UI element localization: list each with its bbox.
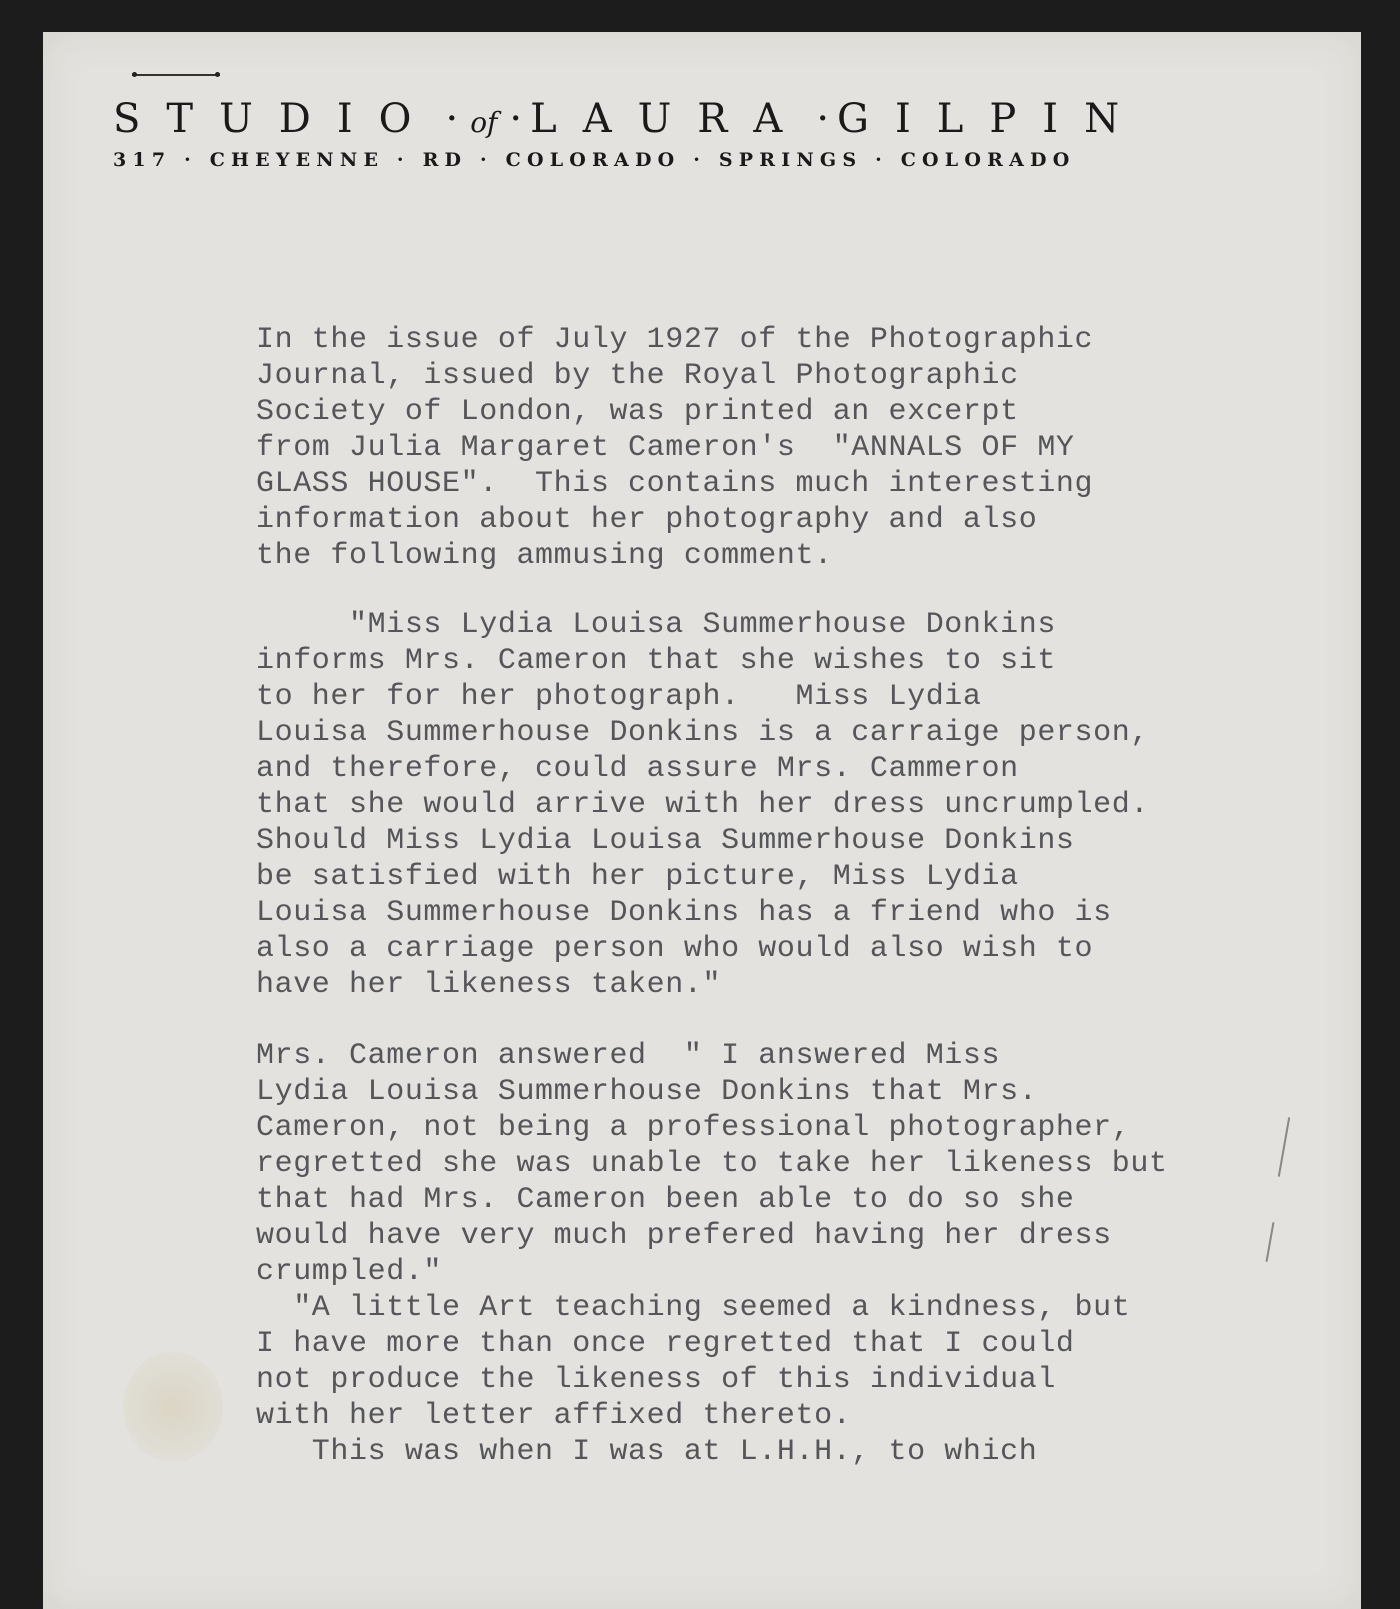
paragraph-3-answer xyxy=(256,1038,1336,1470)
paragraph-1 xyxy=(256,322,1336,574)
text-line: be satisfied with her picture, Miss Lydia xyxy=(256,860,1019,894)
text-line: Lydia Louisa Summerhouse Donkins that Mrs. xyxy=(256,1075,1038,1109)
letter-body xyxy=(256,322,1336,1470)
text-line: Mrs. Cameron answered " I answered Miss xyxy=(256,1039,1001,1073)
letterhead-studio-name: STUDIO · of · LAURA · GILPIN xyxy=(113,96,1146,142)
text-line: Louisa Summerhouse Donkins has a friend who is xyxy=(256,896,1112,930)
text-line: the following ammusing comment. xyxy=(256,539,833,573)
text-line: Cameron, not being a professional photographer, xyxy=(256,1111,1131,1145)
text-line: with her letter affixed thereto. xyxy=(256,1399,852,1433)
paragraph-2-quote xyxy=(256,607,1336,1003)
text-line: I have more than once regretted that I could xyxy=(256,1327,1075,1361)
text-line: information about her photography and also xyxy=(256,503,1038,537)
text-line: This was when I was at L.H.H., to which xyxy=(256,1435,1038,1469)
letterhead-laura: LAURA xyxy=(530,96,809,142)
text-line: regretted she was unable to take her likeness but xyxy=(256,1147,1168,1181)
letter-page xyxy=(43,32,1361,1609)
text-line: have her likeness taken." xyxy=(256,968,722,1002)
text-line: and therefore, could assure Mrs. Cammeron xyxy=(256,752,1019,786)
letterhead-studio: STUDIO xyxy=(113,96,438,142)
text-line: Journal, issued by the Royal Photographic xyxy=(256,359,1019,393)
text-line: that had Mrs. Cameron been able to do so she xyxy=(256,1183,1075,1217)
text-line: to her for her photograph. Miss Lydia xyxy=(256,680,982,714)
text-line: not produce the likeness of this individual xyxy=(256,1363,1056,1397)
text-line: "Miss Lydia Louisa Summerhouse Donkins xyxy=(256,608,1056,642)
letterhead-of: of xyxy=(470,106,498,139)
text-line: informs Mrs. Cameron that she wishes to sit xyxy=(256,644,1056,678)
letterhead-address: 317 · CHEYENNE · RD · COLORADO · SPRINGS · COLORADO xyxy=(113,149,1076,171)
text-line: GLASS HOUSE". This contains much interesting xyxy=(256,467,1094,501)
text-line: "A little Art teaching seemed a kindness, but xyxy=(256,1291,1131,1325)
text-line: Louisa Summerhouse Donkins is a carraige person, xyxy=(256,716,1149,750)
text-line: Should Miss Lydia Louisa Summerhouse Donkins xyxy=(256,824,1075,858)
text-line: crumpled." xyxy=(256,1255,443,1289)
ink-mark xyxy=(132,74,220,76)
text-line: would have very much prefered having her dress xyxy=(256,1219,1112,1253)
text-line: that she would arrive with her dress uncrumpled. xyxy=(256,788,1149,822)
text-line: In the issue of July 1927 of the Photographic xyxy=(256,323,1094,357)
text-line: Society of London, was printed an excerpt xyxy=(256,395,1019,429)
text-line: from Julia Margaret Cameron's "ANNALS OF MY xyxy=(256,431,1075,465)
letterhead-gilpin: GILPIN xyxy=(837,96,1146,142)
text-line: also a carriage person who would also wish to xyxy=(256,932,1094,966)
